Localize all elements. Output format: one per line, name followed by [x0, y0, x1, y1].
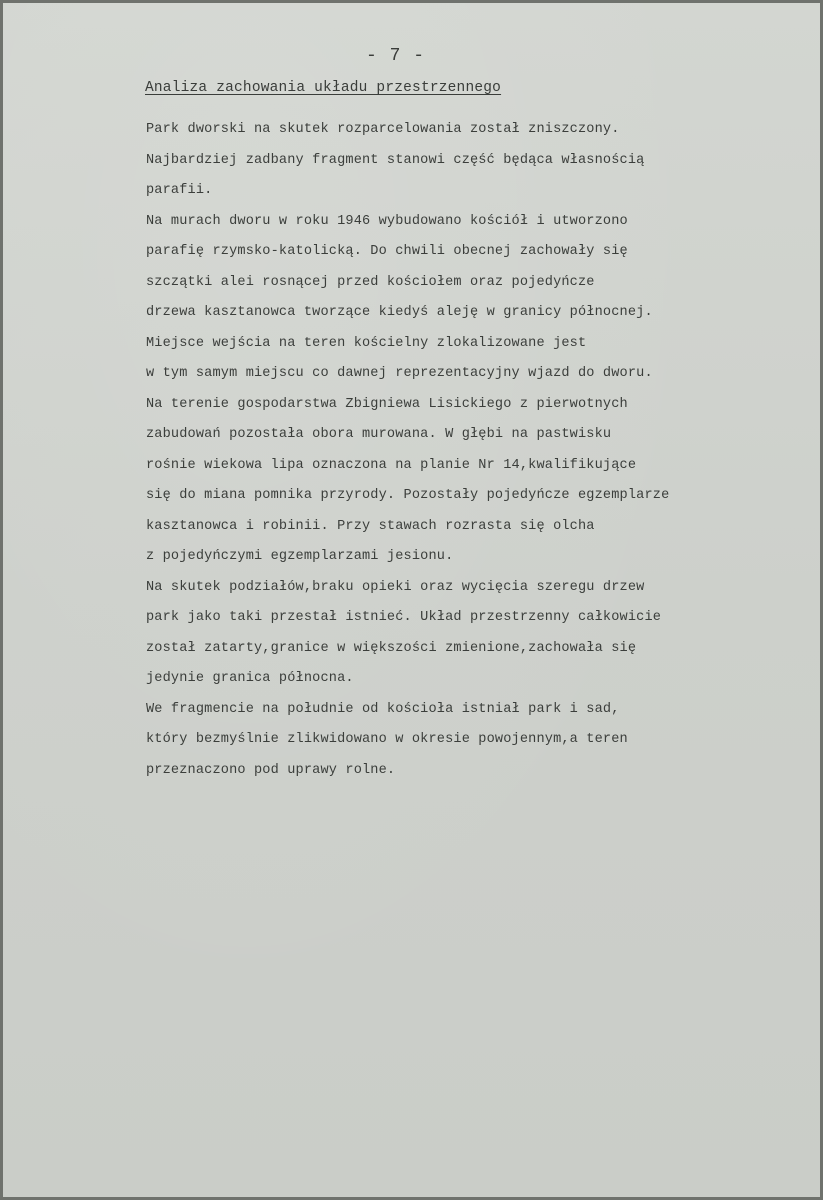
text-line: parafię rzymsko-katolicką. Do chwili obecnej zachowały się	[146, 244, 628, 259]
text-line: z pojedyńczymi egzemplarzami jesionu.	[146, 549, 454, 564]
text-line: parafii.	[146, 183, 213, 198]
text-line: jedynie granica północna.	[146, 671, 354, 686]
body-text	[146, 115, 806, 786]
text-line: drzewa kasztanowca tworzące kiedyś aleję w granicy północnej.	[146, 305, 653, 320]
text-line: Miejsce wejścia na teren kościelny zlokalizowane jest	[146, 335, 587, 351]
section-heading: Analiza zachowania układu przestrzennego	[145, 80, 502, 96]
text-line: We fragmencie na południe od kościoła istniał park i sad,	[146, 701, 620, 717]
text-line: który bezmyślnie zlikwidowano w okresie powojennym,a teren	[146, 732, 628, 747]
text-line: zabudowań pozostała obora murowana. W głębi na pastwisku	[146, 427, 612, 442]
text-line: szczątki alei rosnącej przed kościołem oraz pojedyńcze	[146, 274, 595, 290]
text-line: rośnie wiekowa lipa oznaczona na planie Nr 14,kwalifikujące	[146, 457, 637, 473]
text-line: Na terenie gospodarstwa Zbigniewa Lisickiego z pierwotnych	[146, 396, 628, 412]
text-line: Park dworski na skutek rozparcelowania został zniszczony.	[146, 122, 620, 137]
page-number: - 7 -	[366, 46, 426, 66]
text-line: Na skutek podziałów,braku opieki oraz wycięcia szeregu drzew	[146, 579, 645, 595]
text-line: Na murach dworu w roku 1946 wybudowano kościół i utworzono	[146, 213, 628, 229]
text-line: w tym samym miejscu co dawnej reprezentacyjny wjazd do dworu.	[146, 366, 653, 381]
text-line: kasztanowca i robinii. Przy stawach rozrasta się olcha	[146, 518, 595, 534]
text-line: Najbardziej zadbany fragment stanowi część będąca własnością	[146, 152, 645, 168]
text-line: został zatarty,granice w większości zmienione,zachowała się	[146, 640, 637, 656]
text-line: się do miana pomnika przyrody. Pozostały pojedyńcze egzemplarze	[146, 488, 670, 503]
text-line: przeznaczono pod uprawy rolne.	[146, 762, 396, 778]
text-line: park jako taki przestał istnieć. Układ przestrzenny całkowicie	[146, 610, 662, 625]
